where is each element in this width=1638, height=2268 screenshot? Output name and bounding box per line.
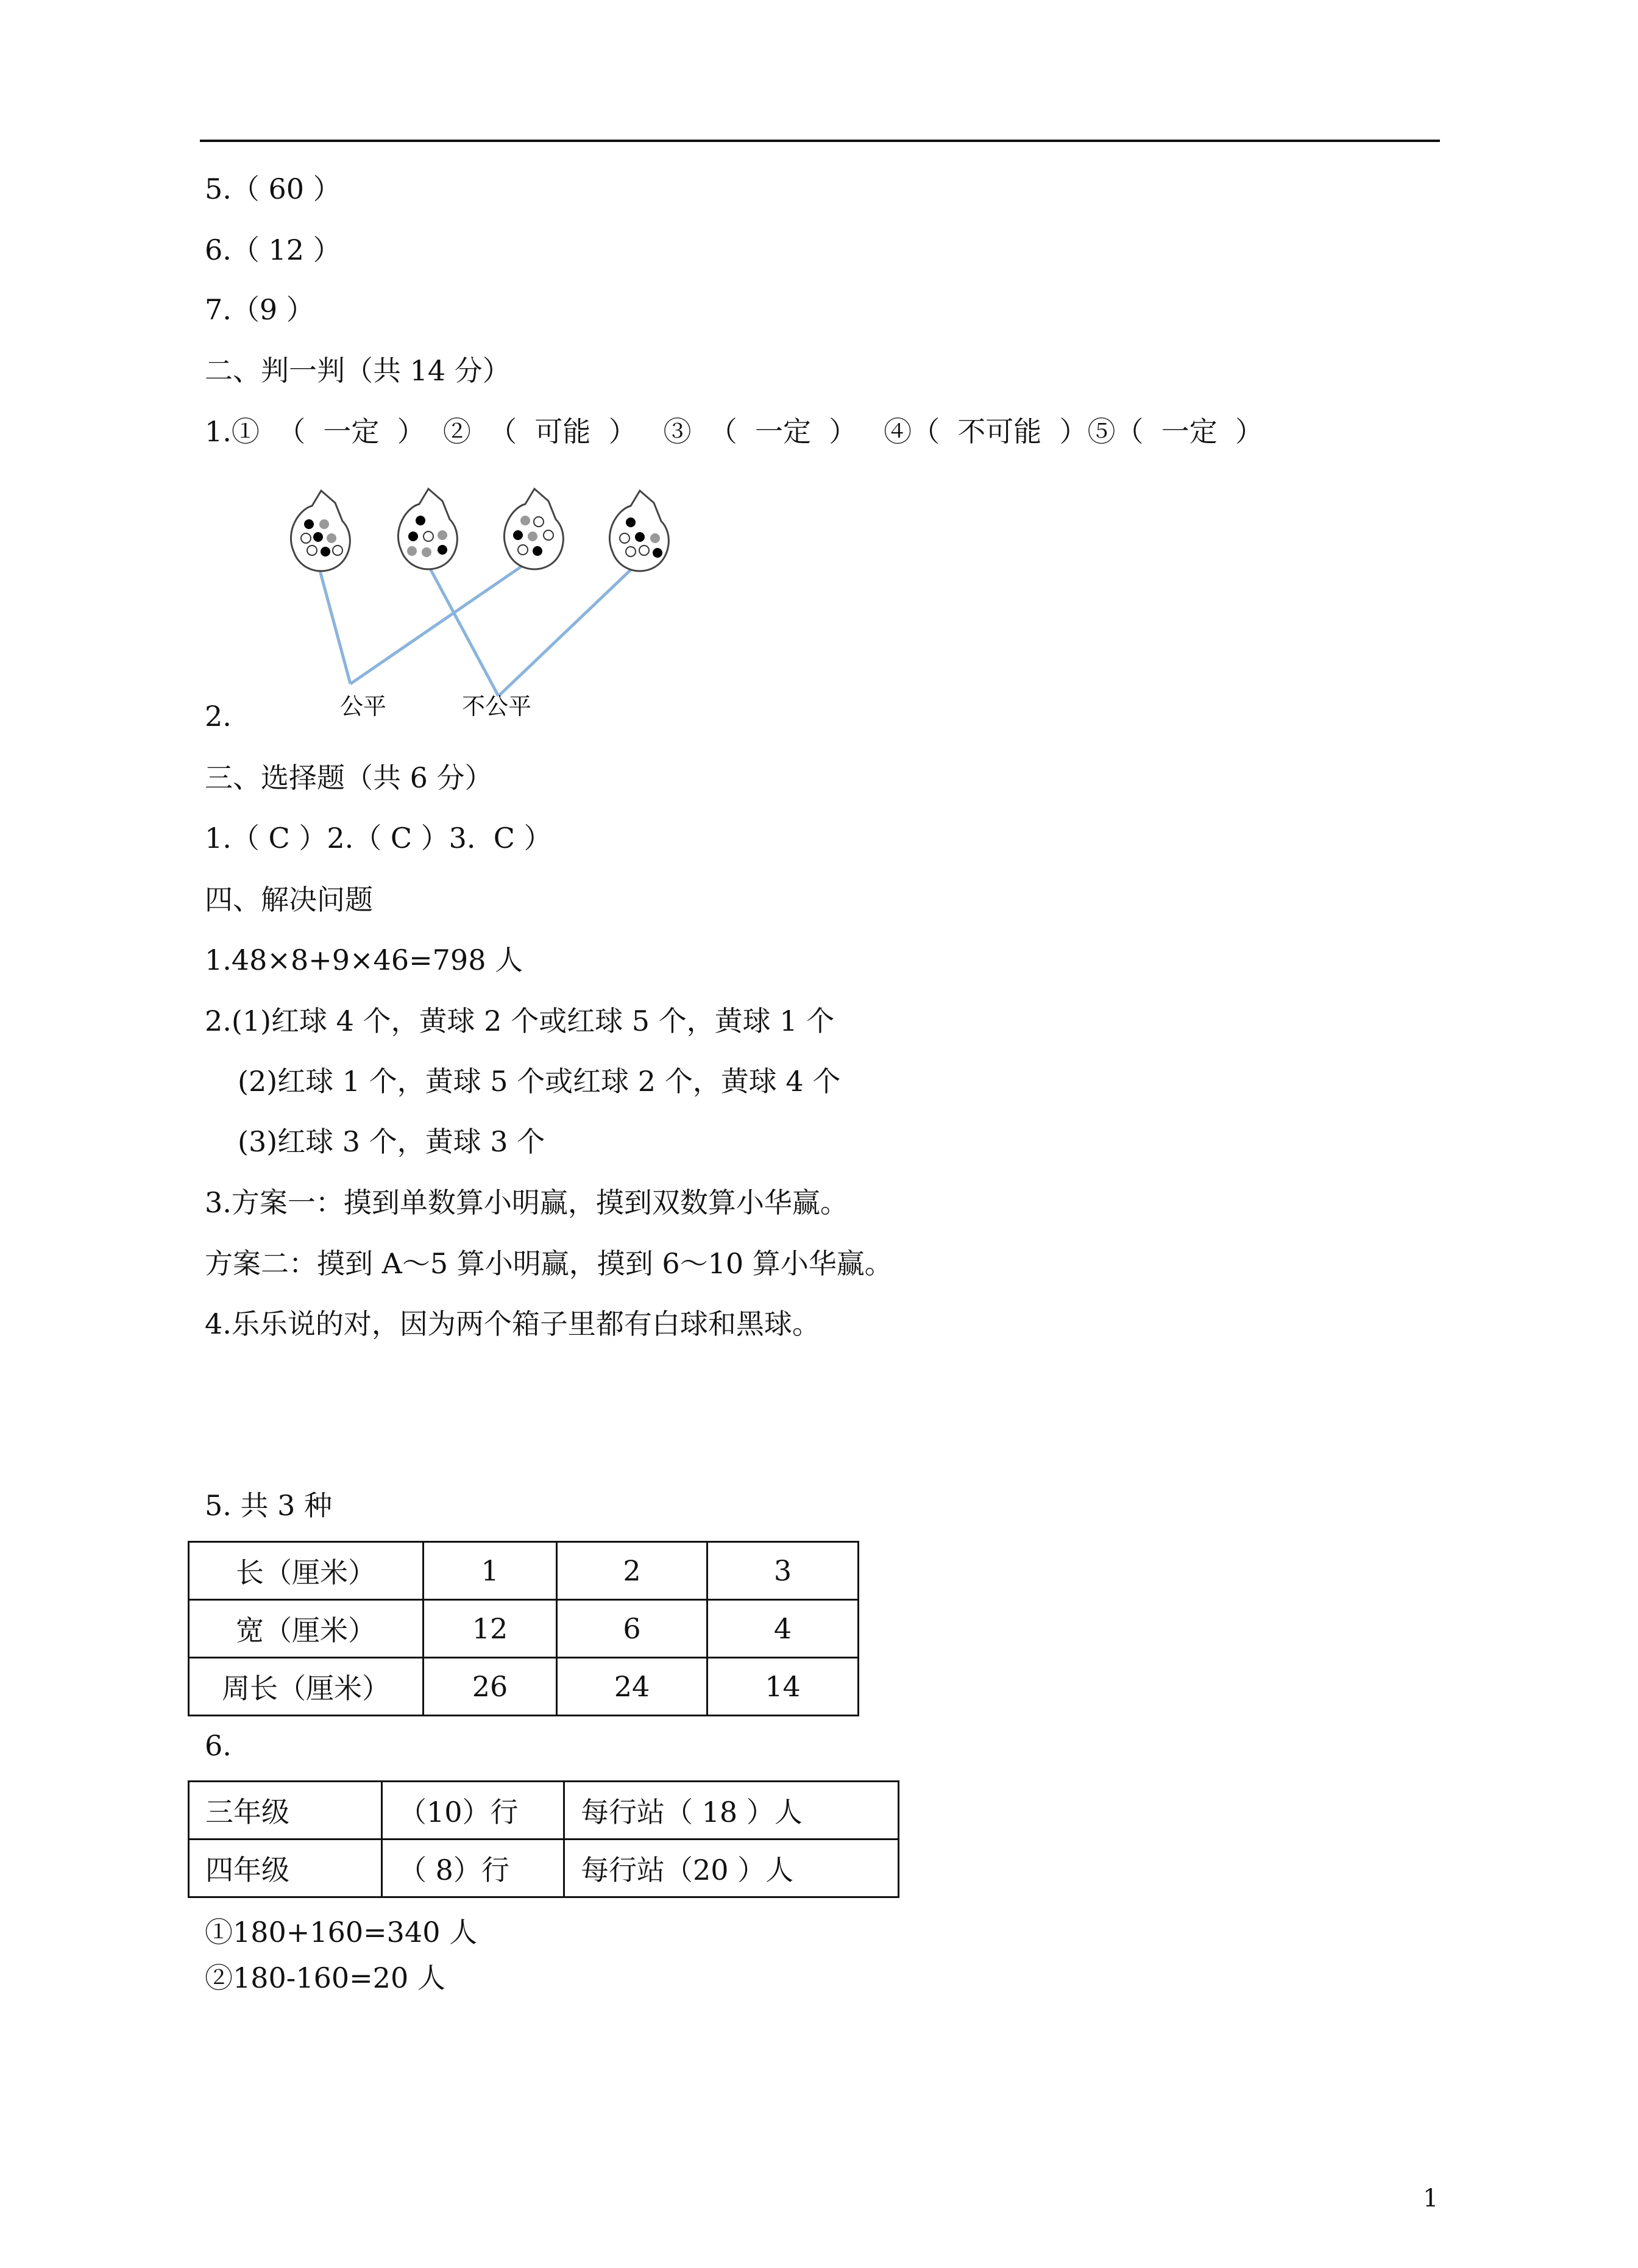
answer-line: (2)红球 1 个，黄球 5 个或红球 2 个，黄球 4 个 (238, 1065, 841, 1098)
connector-line (318, 564, 350, 684)
answer-line: 6. (205, 1729, 232, 1762)
label-fair: 公平 (340, 693, 387, 720)
table-row (189, 1782, 899, 1840)
lines-group (318, 562, 633, 696)
page-number: 1 (1423, 2184, 1439, 2213)
label-unfair: 不公平 (462, 693, 532, 720)
table-cell: 24 (557, 1658, 707, 1716)
section-heading: 三、选择题（共 6 分） (205, 761, 493, 794)
table-cell: （ 8）行 (382, 1840, 564, 1897)
section-heading: 二、判一判（共 14 分） (205, 354, 511, 387)
answer-line: ①180+160=340 人 (205, 1916, 478, 1949)
ball-bag-3 (504, 489, 563, 569)
answer-line: 2. (205, 700, 232, 733)
table-cell: 宽（厘米） (189, 1600, 424, 1658)
table-row (189, 1840, 899, 1897)
ball-bag-1 (291, 491, 350, 571)
connector-line (427, 562, 498, 696)
table-row (189, 1658, 859, 1716)
header-rule (200, 140, 1440, 142)
answer-line: 方案二：摸到 A～5 算小明赢，摸到 6～10 算小华赢。 (205, 1247, 893, 1280)
ball-bag-2 (398, 489, 457, 569)
table-row (189, 1542, 859, 1600)
answer-line: 3.方案一：摸到单数算小明赢，摸到双数算小华赢。 (205, 1186, 848, 1219)
grade-table (188, 1780, 899, 1898)
table-cell: 三年级 (189, 1782, 382, 1840)
table-cell: 每行站（20 ）人 (564, 1840, 899, 1897)
ball-bag-4 (609, 491, 668, 571)
table-cell: 每行站（ 18 ）人 (564, 1782, 899, 1840)
answer-line: 1.48×8+9×46=798 人 (205, 944, 523, 976)
answer-line: 5.（ 60 ） (205, 172, 341, 205)
answer-line: 1.① （ 一定 ） ② （ 可能 ） ③ （ 一定 ） ④（ 不可能 ）⑤（ 一定 ） (205, 415, 1264, 448)
table-cell: 长（厘米） (189, 1542, 424, 1600)
dimensions-table (188, 1541, 859, 1716)
answer-line: 6.（ 12 ） (205, 233, 341, 266)
answer-line: 4.乐乐说的对，因为两个箱子里都有白球和黑球。 (205, 1307, 820, 1340)
table-row (189, 1600, 859, 1658)
answer-line: 1.（ C ）2.（ C ）3. C ） (205, 822, 552, 855)
answer-line: 5. 共 3 种 (205, 1489, 333, 1522)
table-cell: 12 (424, 1600, 557, 1658)
connector-line (498, 568, 633, 696)
table-cell: （10）行 (382, 1782, 564, 1840)
table-cell: 2 (557, 1542, 707, 1600)
table-cell: 14 (707, 1658, 859, 1716)
section-heading: 四、解决问题 (205, 883, 373, 916)
table-cell: 26 (424, 1658, 557, 1716)
answer-line: 7.（9 ） (205, 293, 314, 326)
answer-line: 2.(1)红球 4 个，黄球 2 个或红球 5 个，黄球 1 个 (205, 1004, 835, 1037)
table-cell: 1 (424, 1542, 557, 1600)
table-cell: 6 (557, 1600, 707, 1658)
fairness-figure (280, 469, 707, 731)
answer-line: (3)红球 3 个，黄球 3 个 (238, 1125, 545, 1158)
table-cell: 四年级 (189, 1840, 382, 1897)
table-cell: 周长（厘米） (189, 1658, 424, 1716)
table-cell: 4 (707, 1600, 859, 1658)
table-cell: 3 (707, 1542, 859, 1600)
answer-line: ②180-160=20 人 (205, 1961, 445, 1994)
